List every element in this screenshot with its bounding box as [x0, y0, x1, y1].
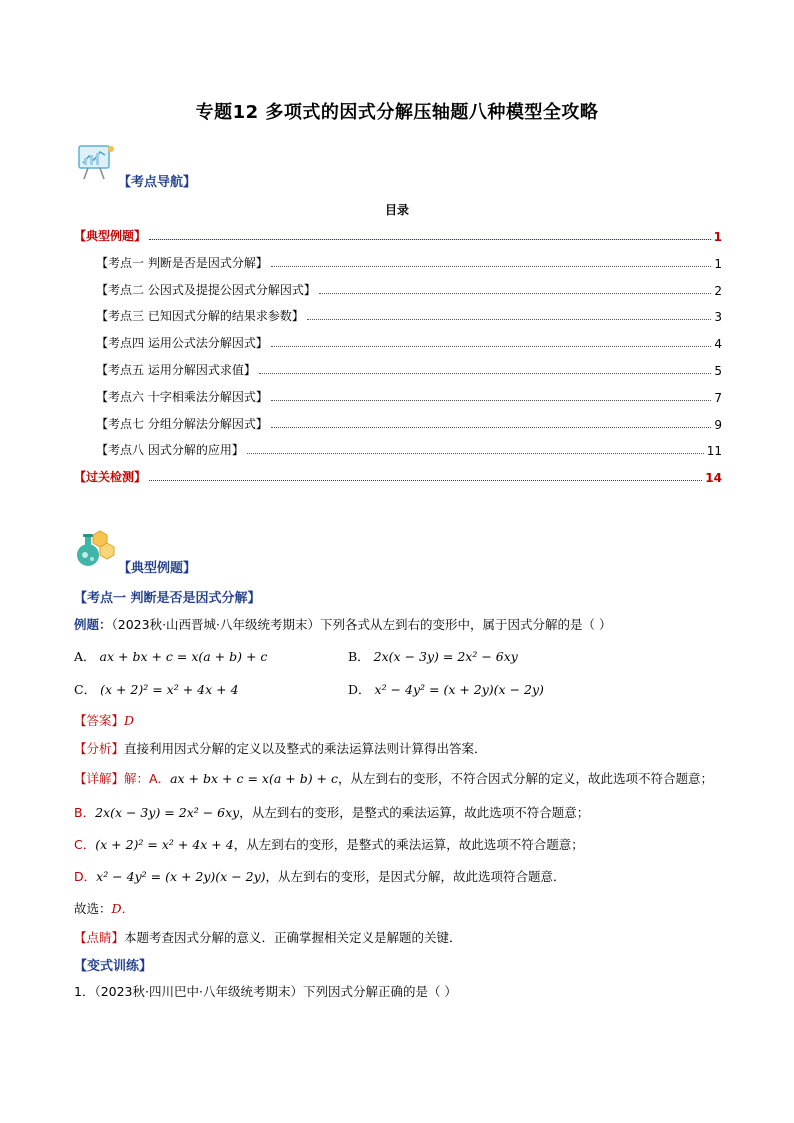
toc-leader [271, 400, 712, 401]
toc-page-number: 7 [714, 390, 722, 405]
detail-prefix: B． [74, 805, 96, 820]
practice-heading: 【变式训练】 [74, 959, 153, 974]
answer-value: D [124, 713, 135, 728]
analysis-tag: 【分析】 [74, 741, 125, 756]
toc-entry-topic-5[interactable] [96, 360, 722, 378]
toc-entry-topic-8[interactable] [96, 440, 722, 458]
analysis-line [74, 740, 724, 758]
detail-line-d [74, 868, 724, 886]
example-text: （2023秋·山西晋城·八年级统考期末）下列各式从左到右的变形中，属于因式分解的是（ ） [111, 617, 612, 632]
option-c[interactable] [74, 681, 239, 699]
toc-leader [271, 346, 712, 347]
comment-text: 本题考查因式分解的意义．正确掌握相关定义是解题的关键． [124, 930, 462, 945]
presentation-board-icon [76, 143, 112, 179]
detail-line-c [74, 836, 724, 854]
toc-entry-topic-7[interactable] [96, 414, 722, 432]
toc-leader [271, 427, 712, 428]
toc-entry-label: 【过关检测】 [74, 470, 147, 485]
option-label: C． [74, 682, 97, 697]
toc-entry-typical-examples[interactable] [74, 226, 722, 244]
topic-heading: 【考点一 判断是否是因式分解】 [74, 591, 261, 606]
option-label: A． [74, 649, 96, 664]
answer-tag: 【答案】 [74, 713, 125, 728]
table-of-contents [74, 226, 722, 485]
toc-leader [149, 239, 711, 240]
toc-page-number: 1 [714, 256, 722, 271]
toc-entry-label: 【考点七 分组分解法分解因式】 [96, 416, 268, 431]
option-expression: x² − 4y² = (x + 2y)(x − 2y) [374, 682, 544, 697]
toc-entry-topic-6[interactable] [96, 387, 722, 405]
detail-expression: x² − 4y² = (x + 2y)(x − 2y) [96, 869, 266, 884]
detail-expression: (x + 2)² = x² + 4x + 4 [95, 837, 234, 852]
option-label: D． [348, 682, 371, 697]
detail-text: ，从左到右的变形，是整式的乘法运算，故此选项不符合题意； [233, 837, 584, 852]
comment-line [74, 929, 724, 947]
toc-entry-label: 【考点五 运用分解因式求值】 [96, 362, 256, 377]
practice-question: 1．（2023秋·四川巴中·八年级统考期末）下列因式分解正确的是（ ） [74, 984, 457, 999]
detail-prefix: 解：A． [124, 771, 171, 786]
toc-entry-label: 【考点一 判断是否是因式分解】 [96, 255, 268, 270]
toc-leader [319, 293, 712, 294]
detail-text: ，从左到右的变形，是因式分解，故此选项符合题意． [265, 869, 566, 884]
detail-line-b [74, 804, 724, 822]
toc-title: 目录 [384, 203, 409, 217]
nav-heading: 【考点导航】 [118, 175, 197, 190]
toc-page-number: 9 [714, 417, 722, 432]
toc-entry-label: 【考点四 运用公式法分解因式】 [96, 336, 268, 351]
detail-line-a [74, 770, 734, 788]
detail-expression: ax + bx + c = x(a + b) + c [170, 771, 338, 786]
answer-line [74, 712, 134, 730]
toc-page-number: 1 [713, 230, 722, 244]
toc-page-number: 2 [714, 283, 722, 298]
option-expression: 2x(x − 3y) = 2x² − 6xy [373, 649, 518, 664]
option-expression: (x + 2)² = x² + 4x + 4 [100, 682, 239, 697]
page-title: 专题12 多项式的因式分解压轴题八种模型全攻略 [195, 102, 599, 123]
toc-leader [247, 453, 704, 454]
detail-text: ，从左到右的变形，不符合因式分解的定义，故此选项不符合题意； [338, 771, 714, 786]
example-question [74, 616, 724, 634]
detail-text: ，从左到右的变形，是整式的乘法运算，故此选项不符合题意； [239, 805, 590, 820]
toc-page-number: 4 [714, 337, 722, 352]
conclusion-value: D． [111, 901, 135, 916]
toc-entry-label: 【考点八 因式分解的应用】 [96, 443, 244, 458]
toc-leader [307, 319, 712, 320]
conclusion-line [74, 900, 134, 918]
toc-entry-topic-1[interactable] [96, 253, 722, 271]
toc-entry-topic-2[interactable] [96, 280, 722, 298]
toc-page-number: 11 [706, 444, 722, 459]
option-expression: ax + bx + c = x(a + b) + c [99, 649, 268, 664]
detail-expression: 2x(x − 3y) = 2x² − 6xy [95, 805, 240, 820]
toc-leader [259, 373, 712, 374]
conclusion-prefix: 故选： [74, 901, 112, 916]
toc-page-number: 5 [714, 363, 722, 378]
detail-tag: 【详解】 [74, 771, 125, 786]
section-heading: 【典型例题】 [118, 561, 197, 576]
toc-leader [271, 266, 712, 267]
option-a[interactable] [74, 648, 267, 666]
option-d[interactable] [348, 681, 544, 699]
example-prefix: 例题： [74, 617, 112, 632]
toc-entry-label: 【考点二 公因式及提提公因式分解因式】 [96, 282, 316, 297]
toc-entry-label: 【典型例题】 [74, 229, 147, 243]
detail-prefix: D． [74, 869, 97, 884]
chemistry-flask-icon [74, 528, 110, 564]
toc-page-number: 3 [714, 310, 722, 325]
toc-entry-label: 【考点六 十字相乘法分解因式】 [96, 389, 268, 404]
toc-entry-label: 【考点三 已知因式分解的结果求参数】 [96, 309, 304, 324]
toc-entry-final-check[interactable] [74, 467, 722, 485]
comment-tag: 【点睛】 [74, 930, 125, 945]
analysis-text: 直接利用因式分解的定义以及整式的乘法运算法则计算得出答案． [124, 741, 487, 756]
toc-leader [149, 480, 702, 481]
toc-page-number: 14 [705, 471, 722, 486]
detail-prefix: C． [74, 837, 96, 852]
option-label: B． [348, 649, 370, 664]
toc-entry-topic-3[interactable] [96, 306, 722, 324]
option-b[interactable] [348, 648, 518, 666]
toc-entry-topic-4[interactable] [96, 333, 722, 351]
